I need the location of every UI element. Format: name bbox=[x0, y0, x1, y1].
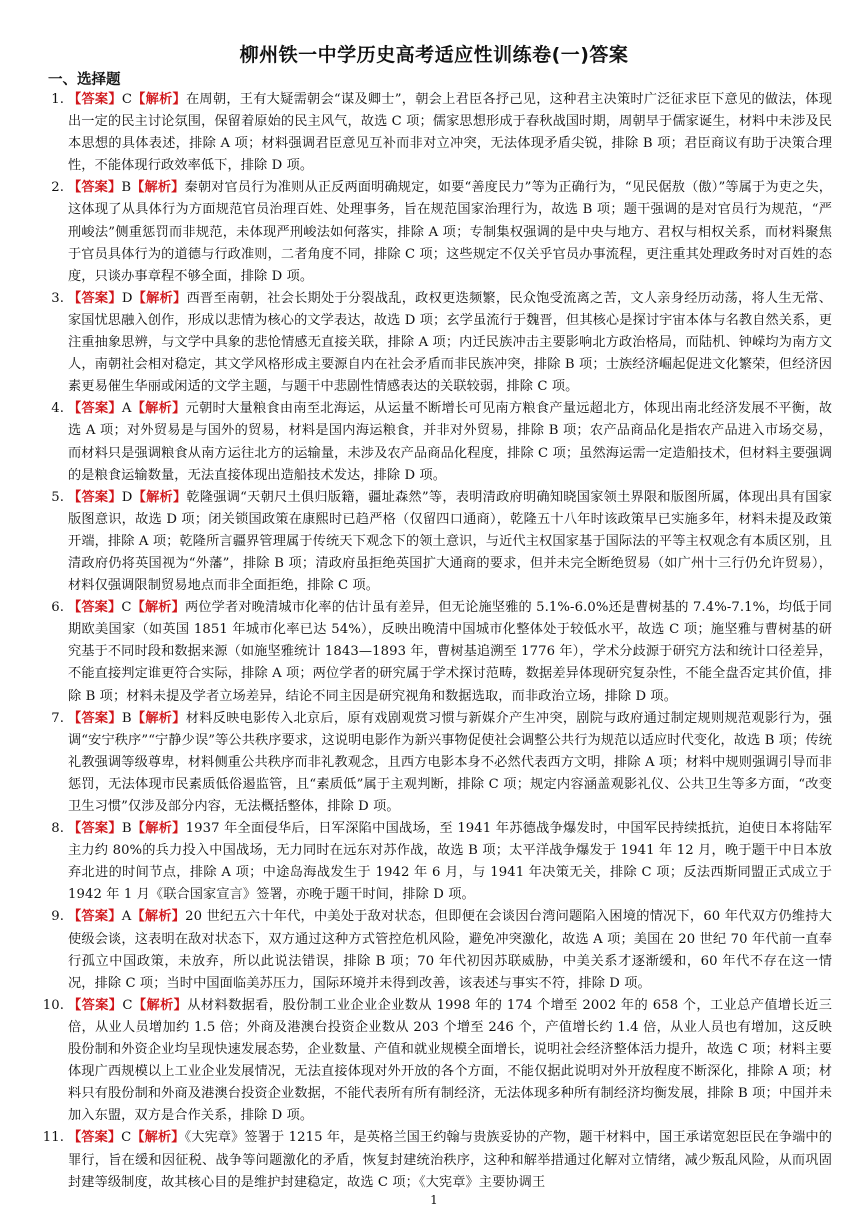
analysis-tag: 【解析】 bbox=[131, 821, 186, 837]
answer-item bbox=[20, 995, 832, 1128]
item-number: 6. bbox=[51, 600, 64, 616]
item-number: 10. bbox=[42, 997, 64, 1013]
analysis-text: 1937 年全面侵华后，日军深陷中国战场，至 1941 年苏德战争爆发时，中国军民持续抵抗，迫使日本将陆军主力约 80%的兵力投入中国战场，无力同时在远东对苏作战，故选 B 项；太平洋战争爆发于 1941 年 12 月，晚于题干中日本放弃北进的时间节点，排除 A 项；中途岛海战发生于 1942 年 6 月，与 1941 年决策无关，排除 C 项；反法西斯同盟正式成立于 1942 年 1 月《联合国家宣言》签署，亦晚于题干时间，排除 D 项。 bbox=[68, 821, 833, 903]
answer-item bbox=[20, 708, 832, 818]
item-number: 8. bbox=[51, 821, 64, 837]
answer-item bbox=[20, 818, 832, 906]
analysis-tag: 【解析】 bbox=[131, 909, 186, 925]
answer-letter: B bbox=[121, 710, 132, 726]
answer-tag: 【答案】 bbox=[68, 821, 122, 837]
answer-list bbox=[20, 89, 832, 1194]
page-number: 1 bbox=[430, 1193, 438, 1207]
analysis-tag: 【解析】 bbox=[131, 180, 185, 196]
answer-letter: B bbox=[121, 821, 132, 837]
answer-item bbox=[20, 288, 832, 398]
answer-tag: 【答案】 bbox=[68, 600, 122, 616]
answer-tag: 【答案】 bbox=[68, 710, 122, 726]
answer-item bbox=[20, 597, 832, 707]
answer-letter: C bbox=[122, 997, 133, 1013]
answer-tag: 【答案】 bbox=[68, 290, 122, 306]
analysis-tag: 【解析】 bbox=[131, 710, 186, 726]
answer-tag: 【答案】 bbox=[68, 180, 122, 196]
section-heading: 一、选择题 bbox=[48, 72, 121, 88]
analysis-tag: 【解析】 bbox=[132, 489, 187, 505]
answer-letter: A bbox=[121, 401, 132, 417]
item-number: 1. bbox=[51, 92, 64, 107]
answer-letter: D bbox=[121, 290, 133, 306]
answer-letter: C bbox=[121, 1130, 132, 1146]
answer-tag: 【答案】 bbox=[68, 92, 122, 107]
answer-letter: C bbox=[121, 600, 132, 616]
analysis-text: 西晋至南朝，社会长期处于分裂战乱，政权更迭频繁，民众饱受流离之苦，文人亲身经历动荡，将人生无常、家国忧思融入创作，形成以悲情为核心的文学表达，故选 D 项；玄学虽流行于魏晋，但其核心是探讨宇宙本体与名教自然关系，更注重抽象思辨，与文学中具象的悲怆情感无直接关联，排除 A 项；内迁民族冲击主要影响北方政治格局，而陆机、钟嵘均为南方文人，南朝社会相对稳定，其文学风格形成主要源自内在社会矛盾而非民族冲突，排除 B 项；士族经济崛起促进文化繁荣，但经济因素更易催生华丽或闲适的文学主题，与题干中悲剧性情感表达的关联较弱，排除 C 项。 bbox=[68, 290, 833, 395]
answer-item bbox=[20, 1127, 832, 1193]
answer-item bbox=[20, 398, 832, 486]
analysis-text: 从材料数据看，股份制工业企业企业数从 1998 年的 174 个增至 2002 年的 658 个，工业总产值增长近三倍，从业人员增加约 1.5 倍；外商及港澳台投资企业数从 203 个增至 246 个，产值增长约 1.4 倍，从业人员也有增加，这反映股份制和外资企业均呈现快速发展态势，企业数量、产值和就业规模全面增长，说明社会经济整体活力提升，故选 C 项；材料主要体现广西规模以上工业企业发展情况，无法直接体现对外开放的各个方面，不能仅据此说明对外开放程度不断深化，排除 A 项；材料只有股份制和外商及港澳台投资企业数据，不能代表所有所有制经济，无法体现多种所有制经济均衡发展，排除 B 项；中国并未加入东盟，双方是合作关系，排除 D 项。 bbox=[68, 997, 833, 1124]
answer-item bbox=[20, 89, 832, 177]
analysis-text: 元朝时大量粮食由南至北海运，从运量不断增长可见南方粮食产量远超北方，体现出南北经济发展不平衡，故选 A 项；对外贸易是与国外的贸易，材料是国内海运粮食，并非对外贸易，排除 B 项；农产品商品化是指农产品进入市场交易，而材料只是强调粮食从南方运往北方的运输量，未涉及农产品商品化程度，排除 C 项；虽然海运需一定造船技术，但材料主要强调的是粮食运输数量，无法直接体现出造船技术发达，排除 D 项。 bbox=[68, 401, 833, 483]
analysis-text: 20 世纪五六十年代，中美处于敌对状态，但即便在会谈因台湾问题陷入困境的情况下，60 年代双方仍维持大使级会谈，这表明在敌对状态下，双方通过这种方式管控危机风险，避免冲突激化，故选 A 项；美国在 20 世纪 70 年代前一直奉行孤立中国政策，未放弃，所以此说法错误，排除 B 项；70 年代初因苏联威胁，中美关系才逐渐缓和，60 年代不存在这一情况，排除 C 项；当时中国面临美苏压力，国际环境并未得到改善，该表述与事实不符，排除 D 项。 bbox=[68, 909, 832, 991]
analysis-tag: 【解析】 bbox=[132, 290, 187, 306]
answer-tag: 【答案】 bbox=[68, 997, 123, 1013]
answer-letter: C bbox=[121, 92, 133, 107]
analysis-text: 秦朝对官员行为准则从正反两面明确规定，如要“善度民力”等为正确行为，“见民倨敖（傲）”等属于为吏之失，这体现了从具体行为方面规范官员治理百姓、处理事务，旨在规范国家治理行为，故选 B 项；题干强调的是对官员行为规范，“严刑峻法”侧重惩罚而非规范，未体现严刑峻法如何落实，排除 A 项；专制集权强调的是中央与地方、君权与相权关系，而材料聚焦于官员具体行为的道德与行政准则，二者角度不同，排除 C 项；这些规定不仅关乎官员办事流程，更注重其处理政务时对百姓的态度，只谈办事章程不够全面，排除 D 项。 bbox=[68, 180, 832, 284]
answer-tag: 【答案】 bbox=[68, 489, 122, 505]
answer-tag: 【答案】 bbox=[68, 1130, 122, 1146]
item-number: 3. bbox=[51, 290, 64, 306]
analysis-text: 在周朝，王有大疑需朝会“谋及卿士”，朝会上君臣各抒己见，这种君主决策时广泛征求臣下意见的做法，体现出一定的民主讨论氛围，保留着原始的民主风气，故选 C 项；儒家思想形成于春秋战国时期，周朝早于儒家诞生，材料中未涉及民本思想的具体表述，排除 A 项；材料强调君臣意见互补而非对立冲突，无法体现矛盾尖锐，排除 B 项；君臣商议有助于决策合理性，不能体现行政效率低下，排除 D 项。 bbox=[68, 92, 832, 174]
item-number: 11. bbox=[42, 1130, 64, 1146]
answer-tag: 【答案】 bbox=[68, 909, 122, 925]
answer-item bbox=[20, 177, 832, 287]
analysis-text: 材料反映电影传入北京后，原有戏剧观赏习惯与新媒介产生冲突，剧院与政府通过制定规则规范观影行为，强调“安宁秩序”“宁静少误”等公共秩序要求，这说明电影作为新兴事物促使社会调整公共行为规范以适应时代变化，故选 B 项；传统礼教强调等级尊卑，材料侧重公共秩序而非礼教观念，且西方电影本身不必然代表西方文明，排除 A 项；材料中规则强调引导而非惩罚，无法体现市民素质低俗遏监管，且“素质低”属于主观判断，排除 C 项；规定内容涵盖观影礼仪、公共卫生等多方面，“改变卫生习惯”仅涉及部分内容，无法概括整体，排除 D 项。 bbox=[68, 710, 833, 814]
item-number: 2. bbox=[51, 180, 64, 196]
analysis-tag: 【解析】 bbox=[132, 997, 188, 1013]
analysis-tag: 【解析】 bbox=[131, 1130, 185, 1146]
document-title: 柳州铁一中学历史高考适应性训练卷(一)答案 bbox=[239, 44, 629, 66]
item-number: 9. bbox=[51, 909, 64, 925]
item-number: 7. bbox=[51, 710, 64, 726]
item-number: 5. bbox=[51, 489, 64, 505]
analysis-text: 乾隆强调“天朝尺土俱归版籍，疆址森然”等，表明清政府明确知晓国家领土界限和版图所属，体现出具有国家版图意识，故选 D 项；闭关锁国政策在康熙时已趋严格（仅留四口通商），乾隆五十八年时该政策早已实施多年，材料未提及政策开端，排除 A 项；乾隆所言疆界管理属于传统天下观念下的领土意识，与近代主权国家基于国际法的平等主权观念有本质区别，且清政府仍将英国视为“外藩”，排除 B 项；清政府虽拒绝英国扩大通商的要求，但并未完全断绝贸易（如广州十三行仍允许贸易），材料仅强调限制贸易地点而非全面拒绝，排除 C 项。 bbox=[68, 489, 832, 594]
analysis-tag: 【解析】 bbox=[131, 401, 186, 417]
answer-letter: D bbox=[121, 489, 133, 505]
answer-item bbox=[20, 906, 832, 994]
analysis-text: 《大宪章》签署于 1215 年，是英格兰国王约翰与贵族妥协的产物，题干材料中，国王承诺宽恕臣民在争端中的罪行，旨在缓和因征税、战争等问题激化的矛盾，恢复封建统治秩序，这种和解举措通过化解对立情绪，减少叛乱风险，从而巩固封建等级制度，故其核心目的是维护封建稳定，故选 C 项；《大宪章》主要协调王 bbox=[68, 1130, 832, 1190]
answer-letter: A bbox=[121, 909, 132, 925]
analysis-tag: 【解析】 bbox=[132, 92, 186, 107]
analysis-text: 两位学者对晚清城市化率的估计虽有差异，但无论施坚雅的 5.1%-6.0%还是曹树基的 7.4%-7.1%，均低于同期欧美国家（如英国 1851 年城市化率已达 54%），反映出晚清中国城市化整体处于较低水平，故选 C 项；施坚雅与曹树基的研究基于不同时段和数据来源（如施坚雅统计 1843—1893 年，曹树基追溯至 1776 年），学术分歧源于研究方法和统计口径差异，不能直接判定谁更符合实际，排除 A 项；两位学者的研究属于学术探讨范畴，数据差异体现研究复杂性，不能全盘否定其价值，排除 B 项；材料未提及学者立场差异，结论不同主因是研究视角和数据选取，而非政治立场，排除 D 项。 bbox=[68, 600, 832, 704]
answer-letter: B bbox=[121, 180, 132, 196]
answer-tag: 【答案】 bbox=[68, 401, 122, 417]
analysis-tag: 【解析】 bbox=[131, 600, 185, 616]
item-number: 4. bbox=[51, 401, 64, 417]
answer-item bbox=[20, 487, 832, 597]
